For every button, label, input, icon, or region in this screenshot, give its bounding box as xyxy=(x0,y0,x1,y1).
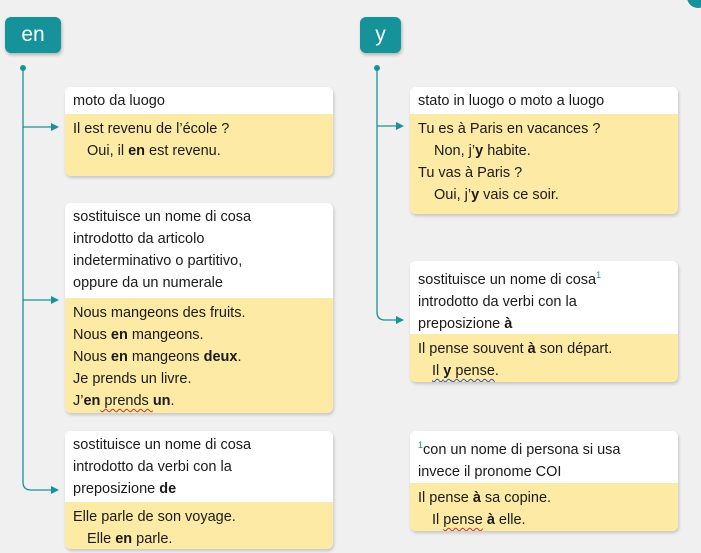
arrowhead-en-1 xyxy=(51,123,59,131)
example-line: Tu vas à Paris ? xyxy=(418,165,523,181)
heading-line: introdotto da verbi con la xyxy=(73,459,232,475)
en-card-articolo-partitivo xyxy=(65,203,333,413)
arrowhead-y-1 xyxy=(396,122,404,130)
card-heading xyxy=(65,87,333,114)
card-examples xyxy=(410,114,678,214)
arrowhead-en-3 xyxy=(51,486,59,494)
y-card-preposizione-a xyxy=(410,261,678,382)
card-heading xyxy=(410,87,678,114)
heading-line: $^1$con un nome di persona si usa xyxy=(418,440,621,458)
tag-y-label: y xyxy=(375,23,386,46)
example-line: J’en prends un. xyxy=(73,393,175,409)
heading-line: introdotto da articolo xyxy=(73,231,205,247)
example-line: Il y pense. xyxy=(432,363,499,379)
card-heading xyxy=(65,203,333,298)
card-examples xyxy=(65,298,333,413)
y-connector-main xyxy=(377,68,398,320)
example-line: Tu es à Paris en vacances ? xyxy=(418,121,601,137)
example-line: Il est revenu de l’école ? xyxy=(73,121,230,137)
card-heading xyxy=(65,431,333,502)
example-line: Il pense à sa copine. xyxy=(418,490,552,506)
heading-line: preposizione de xyxy=(73,481,177,497)
heading-line: sostituisce un nome di cosa xyxy=(73,209,252,225)
en-card-moto-da-luogo xyxy=(65,87,333,176)
example-line: Oui, j’y vais ce soir. xyxy=(434,187,559,203)
card-examples xyxy=(65,114,333,176)
example-line: Nous en mangeons. xyxy=(73,327,204,343)
tag-en-label: en xyxy=(21,23,45,46)
heading-line: invece il pronome COI xyxy=(418,463,562,480)
card-heading xyxy=(410,431,678,483)
example-line: Nous mangeons des fruits. xyxy=(73,305,246,321)
heading-line: sostituisce un nome di cosa$^1$ xyxy=(418,270,602,288)
card-examples xyxy=(65,502,333,549)
footnote-marker: 1 xyxy=(596,270,602,280)
heading-line: moto da luogo xyxy=(73,93,165,109)
card-examples xyxy=(410,483,678,531)
heading-line: introdotto da verbi con la xyxy=(418,293,577,310)
en-connector-main xyxy=(23,68,52,490)
example-line: Il pense souvent à son départ. xyxy=(418,341,613,357)
y-card-nota-persona xyxy=(410,431,678,531)
example-line: Nous en mangeons deux. xyxy=(73,349,242,365)
example-line: Elle en parle. xyxy=(87,531,173,547)
en-card-preposizione-de xyxy=(65,431,333,549)
example-line: Je prends un livre. xyxy=(73,371,192,387)
example-line: Elle parle de son voyage. xyxy=(73,509,236,525)
heading-line: sostituisce un nome di cosa xyxy=(73,437,252,453)
card-heading xyxy=(410,261,678,334)
example-line: Oui, il en est revenu. xyxy=(87,143,221,159)
heading-line: oppure da un numerale xyxy=(73,275,223,291)
heading-line: indeterminativo o partitivo, xyxy=(73,253,243,269)
heading-line: stato in luogo o moto a luogo xyxy=(418,93,605,109)
y-card-stato-in-luogo xyxy=(410,87,678,214)
example-line: Non, j’y habite. xyxy=(434,143,531,159)
card-examples xyxy=(410,334,678,382)
example-line: Il pense à elle. xyxy=(432,512,526,528)
arrowhead-en-2 xyxy=(51,296,59,304)
arrowhead-y-2 xyxy=(396,316,404,324)
heading-line: preposizione à xyxy=(418,315,513,332)
footnote-marker: 1 xyxy=(418,440,424,450)
